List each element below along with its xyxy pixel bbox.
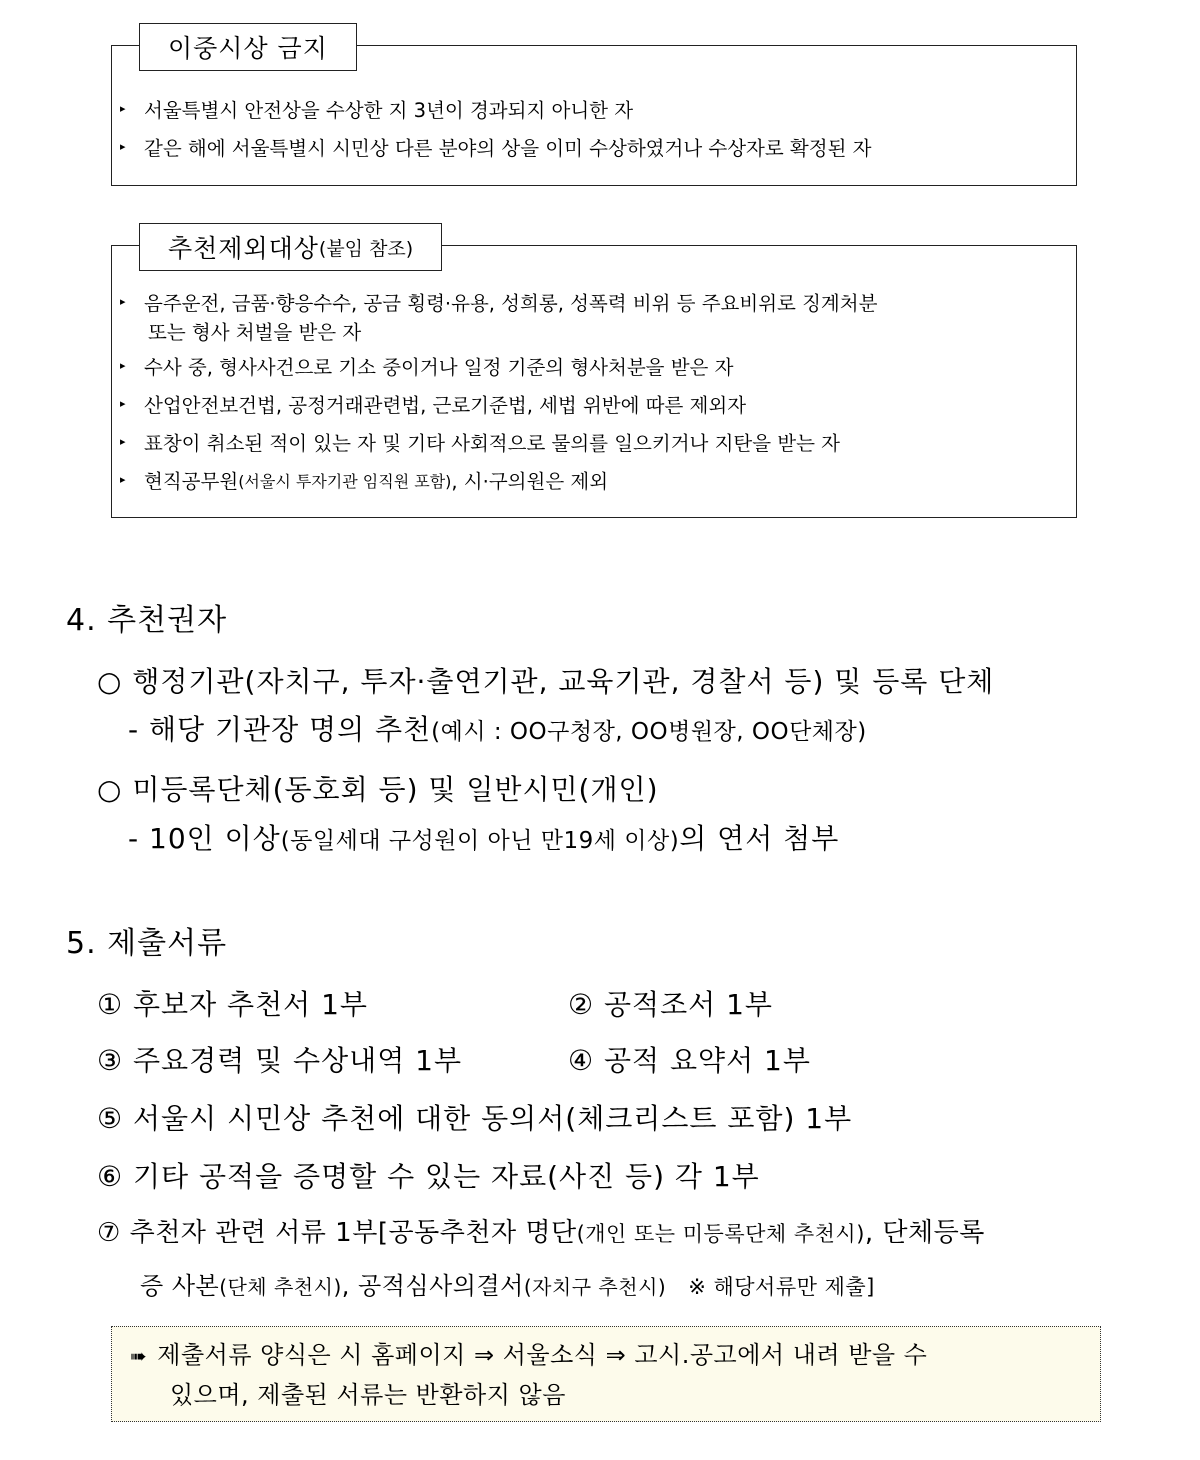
box-title-note: (붙임 참조) [318, 237, 414, 260]
double-award-box [111, 34, 1077, 186]
doc-text: ※ 해당서류만 제출] [688, 1275, 875, 1299]
sub-note: (동일세대 구성원이 아닌 만19세 이상) [280, 828, 680, 854]
recommender-item-2: ○ 미등록단체(동호회 등) 및 일반시민(개인) [97, 773, 659, 806]
doc-item-3: ③ 주요경력 및 수상내역 1부 [97, 1044, 462, 1077]
notice-text: 제출서류 양식은 시 홈페이지 ⇒ 서울소식 ⇒ 고시.공고에서 내려 받을 수 [157, 1341, 928, 1369]
list-item-text: 산업안전보건법, 공정거래관련법, 근로기준법, 세법 위반에 따른 제외자 [144, 394, 747, 417]
doc-item-7 [97, 1212, 985, 1249]
recommender-item-2-sub [128, 817, 839, 857]
box-title-text: 추천제외대상 [168, 234, 319, 263]
doc-note: (개인 또는 미등록단체 추천시) [576, 1222, 865, 1246]
bullet-triangle-icon: ▸ [120, 473, 126, 486]
doc-item-2: ② 공적조서 1부 [568, 988, 773, 1021]
list-item [120, 425, 1066, 463]
recommender-item-1-sub [128, 708, 867, 748]
sub-note: (예시 : OO구청장, OO병원장, OO단체장) [431, 719, 867, 745]
section-5-heading: 5. 제출서류 [66, 926, 228, 961]
list-item [120, 463, 1066, 501]
sub-text: - 10인 이상 [128, 822, 281, 855]
list-item [120, 130, 1066, 168]
bullet-triangle-icon: ▸ [120, 140, 126, 153]
bullet-triangle-icon: ▸ [120, 102, 126, 115]
doc-item-6: ⑥ 기타 공적을 증명할 수 있는 자료(사진 등) 각 1부 [97, 1160, 760, 1193]
doc-item-7-continuation [140, 1266, 875, 1301]
list-item [120, 92, 1066, 130]
list-item-text: 같은 해에 서울특별시 시민상 다른 분야의 상을 이미 수상하였거나 수상자로 확정된 자 [144, 137, 872, 160]
section-4-heading: 4. 추천권자 [66, 603, 228, 638]
list-item-text: 현직공무원 [144, 470, 239, 493]
doc-text: 증 사본 [140, 1272, 220, 1300]
notice-line-1 [130, 1335, 927, 1370]
list-item-text: 표창이 취소된 적이 있는 자 및 기타 사회적으로 물의를 일으키거나 지탄을 받는 자 [144, 432, 841, 455]
bullet-triangle-icon: ▸ [120, 359, 126, 372]
list-item-note: (서울시 투자기관 임직원 포함) [238, 472, 452, 491]
bullet-triangle-icon: ▸ [120, 397, 126, 410]
box-title-text: 이중시상 금지 [168, 34, 328, 63]
list-item-text: 음주운전, 금품·향응수수, 공금 횡령·유용, 성희롱, 성폭력 비위 등 주요비위로 징계처분 [144, 292, 878, 315]
doc-item-4: ④ 공적 요약서 1부 [568, 1044, 811, 1077]
double-award-box-title [139, 23, 357, 71]
sub-text: - 해당 기관장 명의 추천 [128, 713, 432, 746]
exclusion-list [120, 285, 1066, 501]
notice-line-2: 있으며, 제출된 서류는 반환하지 않음 [170, 1381, 566, 1409]
bullet-triangle-icon: ▸ [120, 435, 126, 448]
doc-item-1: ① 후보자 추천서 1부 [97, 988, 368, 1021]
doc-text: , 공적심사의결서 [341, 1272, 524, 1300]
bullet-triangle-icon: ▸ [120, 295, 126, 308]
double-award-list [120, 92, 1066, 168]
doc-note: (자치구 추천시) [523, 1275, 667, 1299]
list-item-text: 서울특별시 안전상을 수상한 지 3년이 경과되지 아니한 자 [144, 99, 634, 122]
list-item-text: , 시·구의원은 제외 [451, 470, 609, 493]
list-item [120, 387, 1066, 425]
exclusion-box-title [139, 223, 442, 271]
doc-text: , 단체등록 [864, 1218, 985, 1248]
doc-note: (단체 추천시) [219, 1275, 342, 1299]
arrow-icon: ➠ [130, 1344, 148, 1368]
recommender-item-1: ○ 행정기관(자치구, 투자·출연기관, 교육기관, 경찰서 등) 및 등록 단체 [97, 665, 995, 698]
sub-text: 의 연서 첨부 [679, 822, 840, 855]
list-item-text: 또는 형사 처벌을 받은 자 [148, 321, 362, 344]
list-item-text: 수사 중, 형사사건으로 기소 중이거나 일정 기준의 형사처분을 받은 자 [144, 356, 734, 379]
doc-item-5: ⑤ 서울시 시민상 추천에 대한 동의서(체크리스트 포함) 1부 [97, 1102, 853, 1135]
submission-notice-box [111, 1326, 1101, 1422]
doc-text: ⑦ 추천자 관련 서류 1부[공동추천자 명단 [97, 1218, 577, 1248]
exclusion-box [111, 234, 1077, 518]
list-item [120, 349, 1066, 387]
